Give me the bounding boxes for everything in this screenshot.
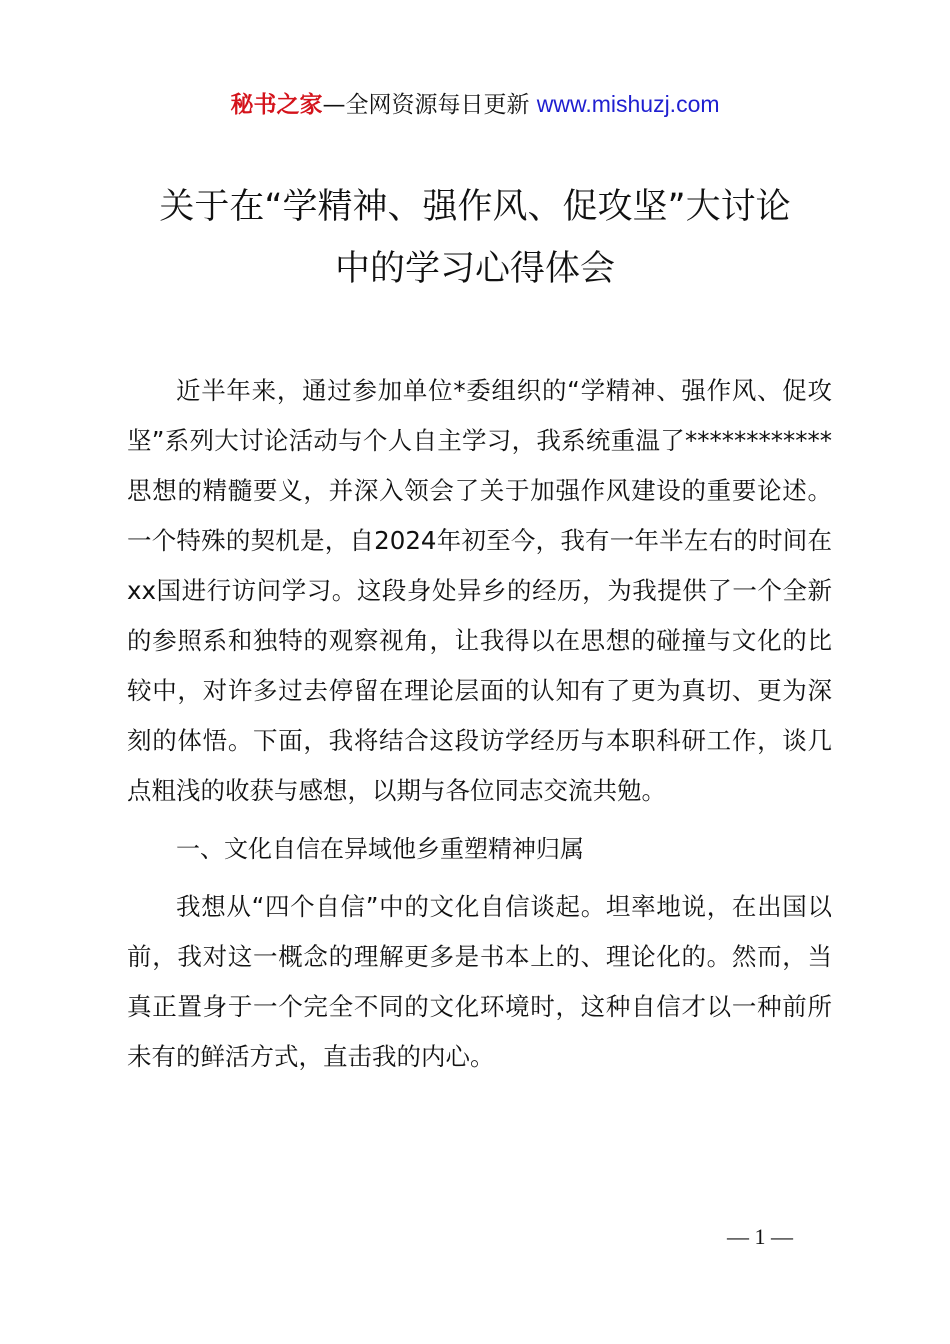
document-title (100, 176, 850, 300)
paragraph-intro: 近半年来，通过参加单位*委组织的“学精神、强作风、促攻坚”系列大讨论活动与个人自主学习，我系统重温了************思想的精髓要义，并深入领会了关于加强作风建设的重要论述。一个特殊的契机是，自2024年初至今，我有一年半左右的时间在xx国进行访问学习。这段身处异乡的经历，为我提供了一个全新的参照系和独特的观察视角，让我得以在思想的碰撞与文化的比较中，对许多过去停留在理论层面的认知有了更为真切、更为深刻的体悟。下面，我将结合这段访学经历与本职科研工作，谈几点粗浅的收获与感想，以期与各位同志交流共勉。 (127, 376, 832, 805)
site-url-link[interactable]: www.mishuzj.com (536, 91, 720, 117)
title-line-2: 中的学习心得体会 (334, 249, 615, 289)
document-body (127, 366, 832, 1082)
header-tagline: —全网资源每日更新 (322, 92, 537, 118)
page-number: — 1 — (727, 1224, 793, 1249)
site-header (0, 86, 950, 123)
brand-name: 秘书之家 (230, 92, 323, 118)
section-heading-1: 一、文化自信在异域他乡重塑精神归属 (176, 835, 584, 863)
paragraph-section-1: 我想从“四个自信”中的文化自信谈起。坦率地说，在出国以前，我对这一概念的理解更多是书本上的、理论化的。然而，当真正置身于一个完全不同的文化环境时，这种自信才以一种前所未有的鲜活方式，直击我的内心。 (127, 892, 832, 1071)
title-line-1: 关于在“学精神、强作风、促攻坚”大讨论 (159, 187, 791, 227)
